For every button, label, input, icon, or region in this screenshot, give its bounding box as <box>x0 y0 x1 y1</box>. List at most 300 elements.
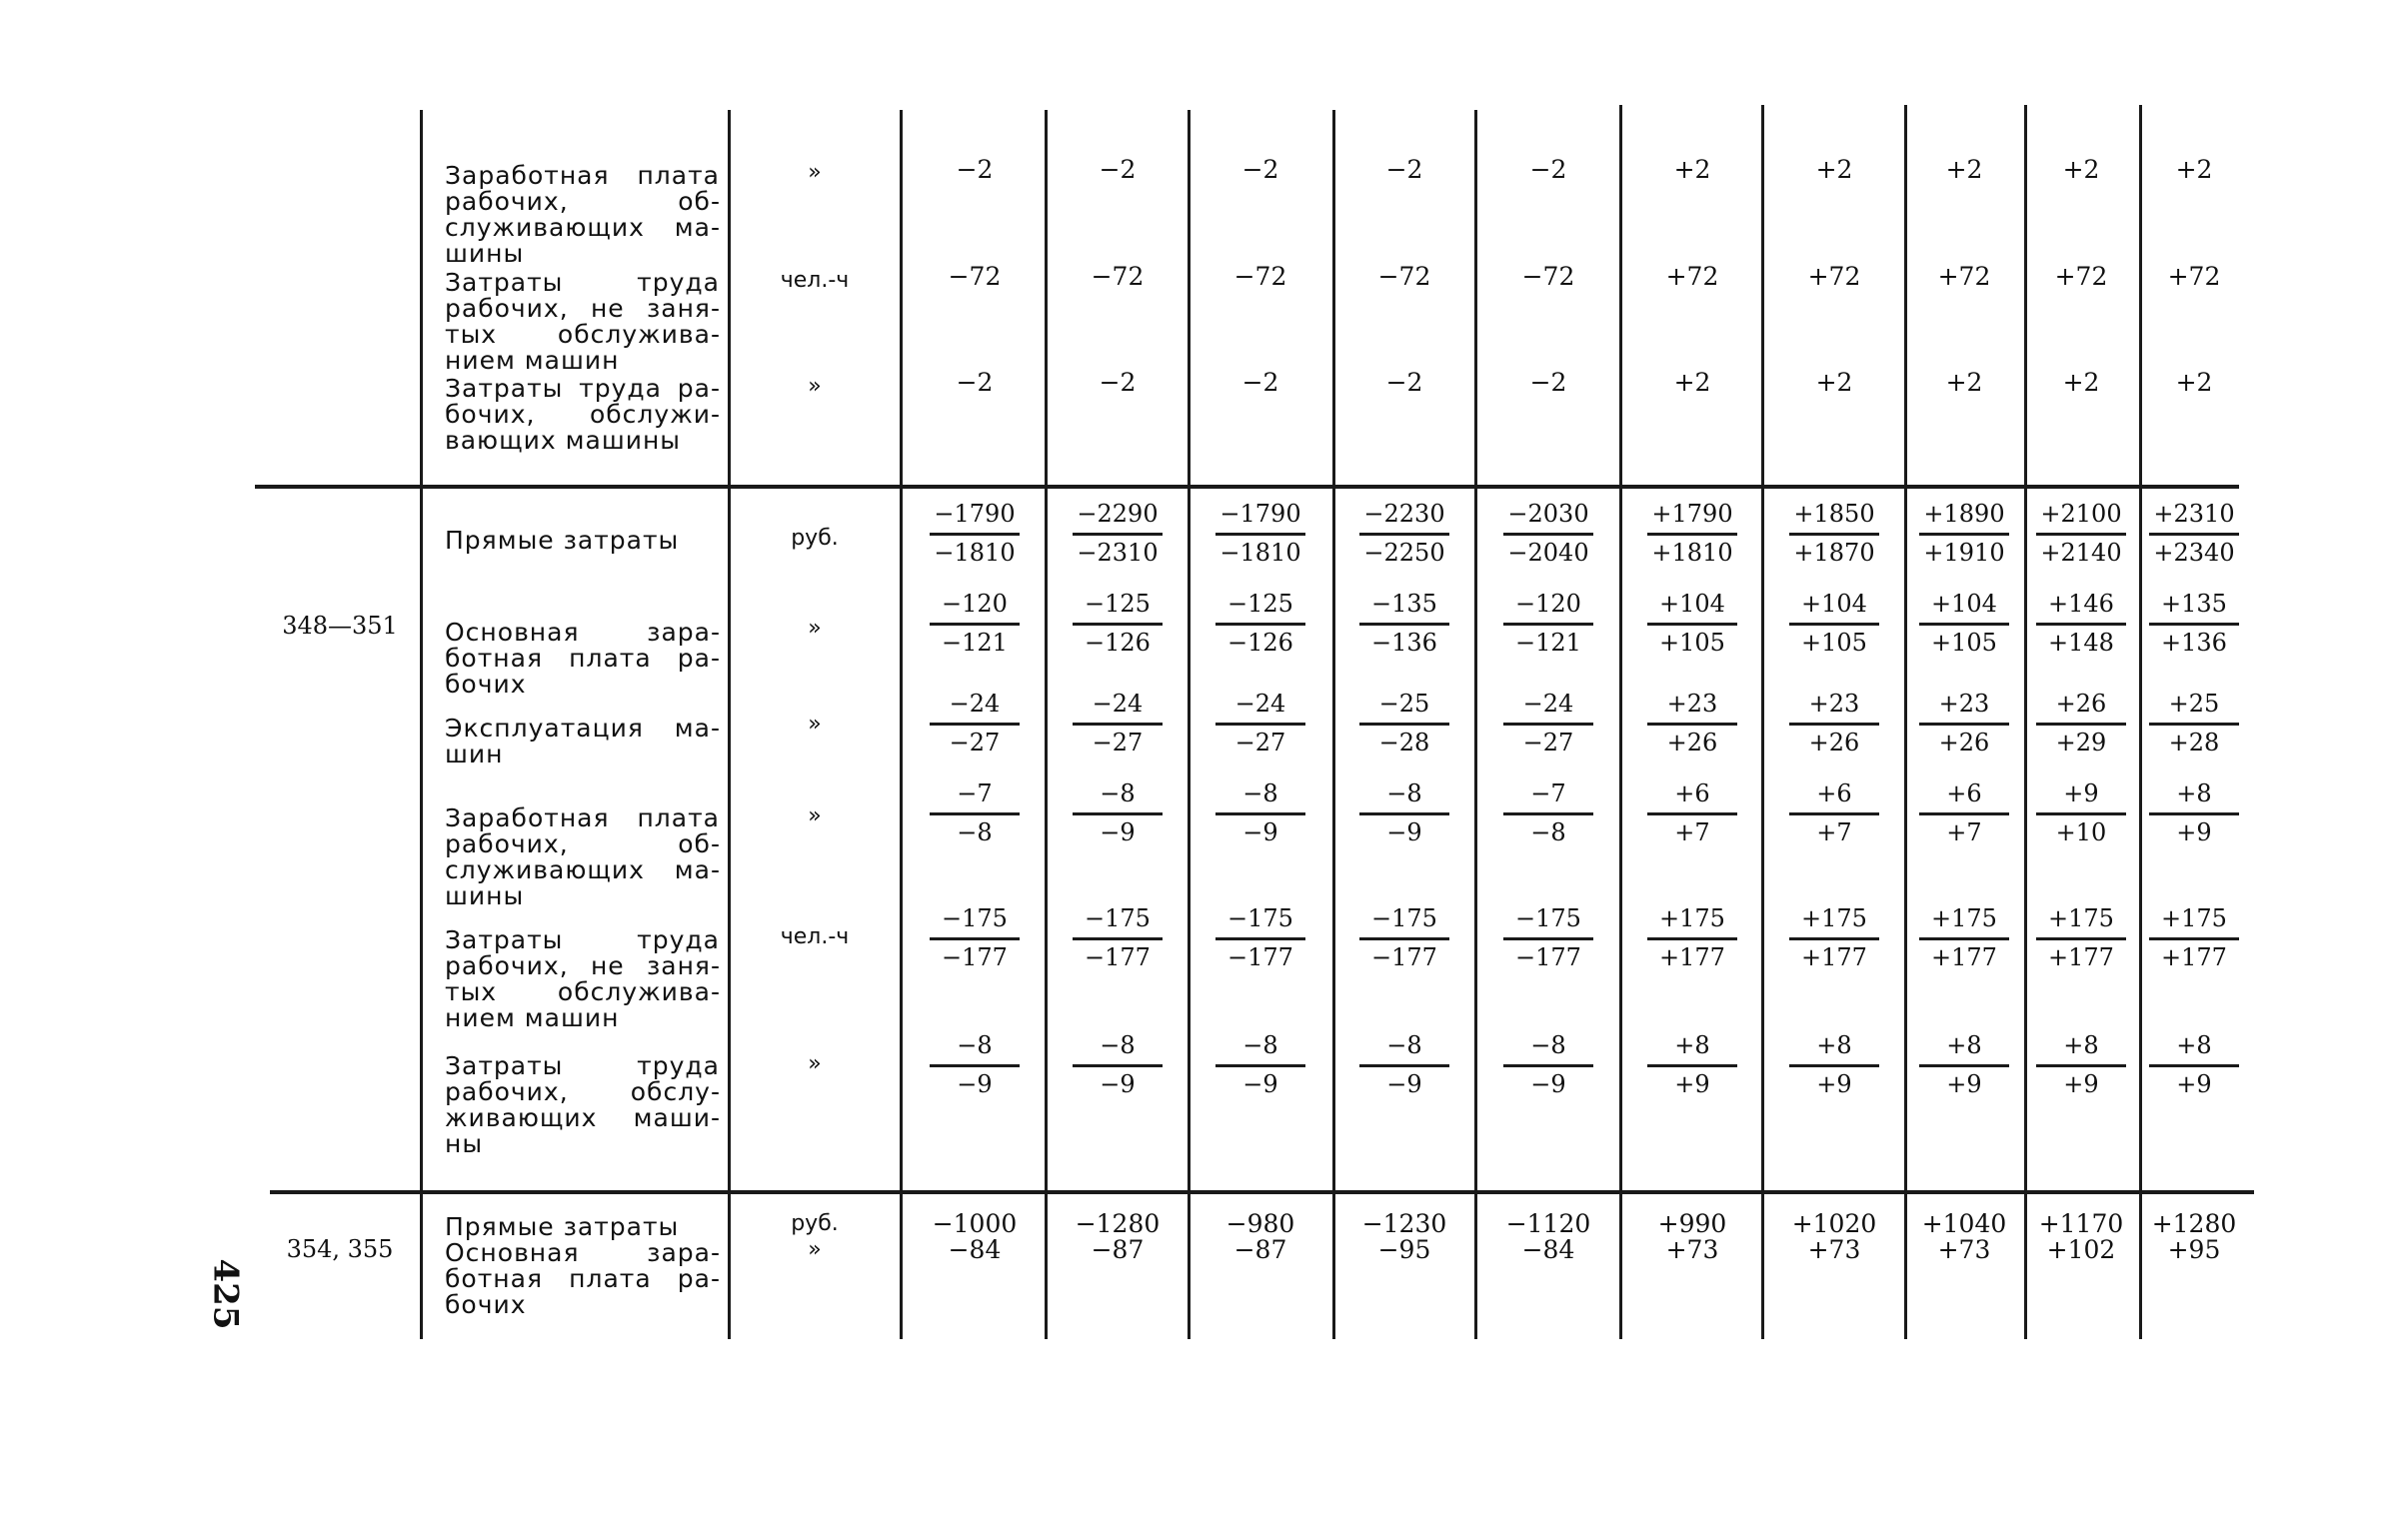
cell: +1020 <box>1791 1209 1877 1238</box>
numerator: +8 <box>2176 1031 2212 1059</box>
row-unit: чел.-ч <box>780 924 850 949</box>
fraction-cell <box>1339 690 1469 757</box>
fraction-cell <box>1627 500 1757 567</box>
fraction-cell <box>1769 779 1899 846</box>
fraction-bar <box>2149 812 2239 815</box>
fraction-cell <box>2016 779 2146 846</box>
page-number: 425 <box>205 1258 246 1330</box>
fraction-bar <box>2149 937 2239 940</box>
cell: +1040 <box>1921 1209 2007 1238</box>
fraction-cell <box>1339 1031 1469 1098</box>
fraction-bar <box>1359 812 1449 815</box>
fraction-bar <box>2149 623 2239 626</box>
denominator: −177 <box>1085 943 1151 971</box>
numerator: +6 <box>1946 779 1982 807</box>
fraction-cell <box>2129 690 2259 757</box>
row-label: Затраты труда рабочих, не занятых обслуживанием машин <box>445 925 720 1032</box>
row-label: Заработная плата рабочих, обслуживающих машины <box>445 161 720 268</box>
numerator: −24 <box>1234 690 1286 718</box>
fraction-bar <box>1215 623 1305 626</box>
numerator: −120 <box>942 590 1008 618</box>
numerator: +8 <box>1674 1031 1710 1059</box>
row-label: Эксплуатация машин <box>445 714 720 769</box>
section-divider-1 <box>255 485 2239 489</box>
numerator: +8 <box>1946 1031 1982 1059</box>
numerator: −24 <box>1092 690 1144 718</box>
fraction-bar <box>2036 723 2126 726</box>
fraction-bar <box>1919 623 2009 626</box>
numerator: −8 <box>1530 1031 1566 1059</box>
fraction-cell <box>1196 779 1325 846</box>
numerator: −1790 <box>1219 500 1301 528</box>
denominator: −177 <box>1227 943 1293 971</box>
fraction-bar <box>1359 623 1449 626</box>
fraction-bar <box>1503 812 1593 815</box>
fraction-bar <box>1919 533 2009 536</box>
numerator: +8 <box>2063 1031 2099 1059</box>
row-label: Затраты труда рабочих, обслуживающих машины <box>445 374 720 455</box>
fraction-cell <box>1769 1031 1899 1098</box>
numerator: −8 <box>1100 1031 1136 1059</box>
cell: +95 <box>2167 1235 2221 1264</box>
fraction-cell <box>1899 500 2029 567</box>
numerator: −175 <box>942 904 1008 932</box>
fraction-cell <box>1627 904 1757 971</box>
cell: +72 <box>1665 262 1719 291</box>
fraction-cell <box>1339 904 1469 971</box>
denominator: +26 <box>1938 729 1990 757</box>
cell: −72 <box>1091 262 1145 291</box>
numerator: −125 <box>1227 590 1293 618</box>
denominator: +1910 <box>1923 539 2005 567</box>
denominator: +105 <box>1659 629 1725 657</box>
numerator: +23 <box>1808 690 1860 718</box>
numerator: −7 <box>1530 779 1566 807</box>
cell: −84 <box>948 1235 1002 1264</box>
numerator: −120 <box>1515 590 1581 618</box>
row-unit: руб. <box>791 526 839 551</box>
numerator: −8 <box>1242 1031 1278 1059</box>
numerator: −8 <box>1386 1031 1422 1059</box>
denominator: +28 <box>2168 729 2220 757</box>
fraction-bar <box>930 812 1020 815</box>
cell: −72 <box>1233 262 1287 291</box>
fraction-bar <box>2036 812 2126 815</box>
denominator: +9 <box>2063 1070 2099 1098</box>
denominator: −28 <box>1378 729 1430 757</box>
numerator: +104 <box>1659 590 1725 618</box>
fraction-bar <box>1073 812 1163 815</box>
fraction-cell <box>1053 1031 1183 1098</box>
fraction-cell <box>1053 690 1183 757</box>
fraction-cell <box>1769 904 1899 971</box>
numerator: +6 <box>1816 779 1852 807</box>
denominator: −136 <box>1371 629 1437 657</box>
fraction-cell <box>2129 500 2259 567</box>
fraction-cell <box>1196 500 1325 567</box>
fraction-bar <box>1359 1064 1449 1067</box>
numerator: +135 <box>2161 590 2227 618</box>
fraction-cell <box>1483 690 1613 757</box>
fraction-bar <box>1503 533 1593 536</box>
numerator: +1890 <box>1923 500 2005 528</box>
cell: +2 <box>1945 155 1983 184</box>
section-code: 348—351 <box>282 612 398 640</box>
denominator: +7 <box>1816 818 1852 846</box>
fraction-bar <box>1919 723 2009 726</box>
denominator: −8 <box>1530 818 1566 846</box>
fraction-cell <box>2016 690 2146 757</box>
numerator: +2100 <box>2040 500 2122 528</box>
numerator: −2290 <box>1077 500 1159 528</box>
numerator: +1790 <box>1651 500 1733 528</box>
fraction-bar <box>1215 723 1305 726</box>
fraction-bar <box>1073 623 1163 626</box>
fraction-bar <box>1503 623 1593 626</box>
fraction-cell <box>1483 1031 1613 1098</box>
fraction-bar <box>1073 723 1163 726</box>
fraction-cell <box>910 779 1040 846</box>
denominator: −177 <box>1371 943 1437 971</box>
fraction-cell <box>1483 779 1613 846</box>
fraction-cell <box>1053 500 1183 567</box>
rule-col-3 <box>1188 110 1191 1339</box>
numerator: −175 <box>1515 904 1581 932</box>
fraction-cell <box>1627 1031 1757 1098</box>
numerator: +6 <box>1674 779 1710 807</box>
cell: −2 <box>1241 155 1279 184</box>
cell: −2 <box>956 155 994 184</box>
denominator: −9 <box>1386 1070 1422 1098</box>
cell: +2 <box>1673 368 1711 397</box>
fraction-cell <box>2129 904 2259 971</box>
fraction-bar <box>1359 937 1449 940</box>
row-unit: » <box>808 616 822 641</box>
fraction-bar <box>1789 533 1879 536</box>
denominator: +1870 <box>1793 539 1875 567</box>
numerator: −1790 <box>934 500 1016 528</box>
fraction-bar <box>1215 812 1305 815</box>
fraction-bar <box>1073 533 1163 536</box>
fraction-cell <box>910 590 1040 657</box>
cell: +73 <box>1665 1235 1719 1264</box>
denominator: +2340 <box>2153 539 2235 567</box>
fraction-bar <box>2036 623 2126 626</box>
fraction-cell <box>1196 590 1325 657</box>
numerator: +175 <box>1931 904 1997 932</box>
denominator: −8 <box>957 818 993 846</box>
denominator: −9 <box>1100 1070 1136 1098</box>
denominator: −2040 <box>1507 539 1589 567</box>
denominator: +177 <box>1931 943 1997 971</box>
fraction-cell <box>2016 500 2146 567</box>
rule-col-1 <box>900 110 903 1339</box>
denominator: +2140 <box>2040 539 2122 567</box>
numerator: +104 <box>1801 590 1867 618</box>
row-unit: » <box>808 803 822 828</box>
row-label: Затраты труда рабочих, обслуживающих машины <box>445 1051 720 1158</box>
fraction-bar <box>2036 937 2126 940</box>
fraction-cell <box>2129 779 2259 846</box>
fraction-bar <box>1789 723 1879 726</box>
fraction-bar <box>930 1064 1020 1067</box>
fraction-bar <box>1647 812 1737 815</box>
denominator: +9 <box>2176 1070 2212 1098</box>
denominator: −9 <box>1100 818 1136 846</box>
cell: +1170 <box>2038 1209 2124 1238</box>
denominator: +9 <box>1816 1070 1852 1098</box>
numerator: +26 <box>2055 690 2107 718</box>
fraction-cell <box>1899 779 2029 846</box>
fraction-cell <box>1769 590 1899 657</box>
cell: +2 <box>2062 155 2100 184</box>
row-unit: чел.-ч <box>780 268 850 293</box>
cell: +2 <box>2175 368 2213 397</box>
cell: +72 <box>1807 262 1861 291</box>
fraction-bar <box>930 533 1020 536</box>
cell: −72 <box>1377 262 1431 291</box>
numerator: +175 <box>1659 904 1725 932</box>
denominator: +10 <box>2055 818 2107 846</box>
rule-col-7 <box>1761 105 1764 1339</box>
denominator: −9 <box>1386 818 1422 846</box>
fraction-cell <box>2016 904 2146 971</box>
row-unit: » <box>808 712 822 737</box>
numerator: −175 <box>1227 904 1293 932</box>
fraction-cell <box>910 1031 1040 1098</box>
fraction-bar <box>1647 723 1737 726</box>
rule-label-left <box>420 110 423 1339</box>
cell: −2 <box>1385 368 1423 397</box>
fraction-cell <box>1627 690 1757 757</box>
row-unit: » <box>808 1237 822 1262</box>
fraction-cell <box>1053 590 1183 657</box>
numerator: +146 <box>2048 590 2114 618</box>
fraction-cell <box>1627 590 1757 657</box>
denominator: +9 <box>2176 818 2212 846</box>
fraction-cell <box>1339 590 1469 657</box>
cell: −1230 <box>1361 1209 1447 1238</box>
denominator: +177 <box>1801 943 1867 971</box>
fraction-bar <box>1503 937 1593 940</box>
fraction-bar <box>2149 723 2239 726</box>
fraction-bar <box>1503 723 1593 726</box>
denominator: +105 <box>1931 629 1997 657</box>
numerator: +25 <box>2168 690 2220 718</box>
cell: −980 <box>1225 1209 1295 1238</box>
cell: +990 <box>1657 1209 1727 1238</box>
cell: +2 <box>1673 155 1711 184</box>
fraction-cell <box>2016 590 2146 657</box>
fraction-bar <box>2149 533 2239 536</box>
numerator: −8 <box>1386 779 1422 807</box>
row-unit: » <box>808 374 822 399</box>
fraction-bar <box>1919 812 2009 815</box>
cell: −87 <box>1091 1235 1145 1264</box>
denominator: +177 <box>1659 943 1725 971</box>
denominator: +177 <box>2048 943 2114 971</box>
fraction-cell <box>1899 690 2029 757</box>
fraction-cell <box>1899 1031 2029 1098</box>
cell: −2 <box>1099 368 1137 397</box>
denominator: −9 <box>1530 1070 1566 1098</box>
cell: −2 <box>1099 155 1137 184</box>
row-unit: » <box>808 160 822 185</box>
fraction-bar <box>930 623 1020 626</box>
denominator: +9 <box>1674 1070 1710 1098</box>
cell: +73 <box>1937 1235 1991 1264</box>
numerator: −2030 <box>1507 500 1589 528</box>
denominator: −177 <box>942 943 1008 971</box>
cell: +2 <box>2175 155 2213 184</box>
cell: −87 <box>1233 1235 1287 1264</box>
denominator: +105 <box>1801 629 1867 657</box>
fraction-bar <box>1503 1064 1593 1067</box>
rule-col-6 <box>1619 105 1622 1339</box>
rule-col-2 <box>1045 110 1048 1339</box>
numerator: +8 <box>1816 1031 1852 1059</box>
cell: −84 <box>1521 1235 1575 1264</box>
fraction-cell <box>910 904 1040 971</box>
numerator: +2310 <box>2153 500 2235 528</box>
fraction-cell <box>1196 1031 1325 1098</box>
numerator: −135 <box>1371 590 1437 618</box>
denominator: −177 <box>1515 943 1581 971</box>
rule-col-5 <box>1474 110 1477 1339</box>
numerator: −2230 <box>1363 500 1445 528</box>
numerator: −8 <box>957 1031 993 1059</box>
fraction-bar <box>1789 1064 1879 1067</box>
numerator: +1850 <box>1793 500 1875 528</box>
numerator: +23 <box>1666 690 1718 718</box>
fraction-cell <box>1769 690 1899 757</box>
cell: +72 <box>2054 262 2108 291</box>
row-label: Прямые затраты <box>445 1212 680 1241</box>
numerator: −8 <box>1242 779 1278 807</box>
cell: +2 <box>2062 368 2100 397</box>
numerator: −24 <box>1522 690 1574 718</box>
fraction-cell <box>1053 904 1183 971</box>
fraction-bar <box>1789 623 1879 626</box>
numerator: −175 <box>1085 904 1151 932</box>
numerator: +175 <box>2161 904 2227 932</box>
fraction-bar <box>1647 937 1737 940</box>
fraction-bar <box>1647 533 1737 536</box>
numerator: −175 <box>1371 904 1437 932</box>
denominator: −9 <box>957 1070 993 1098</box>
rule-unit-left <box>728 110 731 1339</box>
row-label: Прямые затраты <box>445 526 680 555</box>
denominator: +26 <box>1808 729 1860 757</box>
fraction-cell <box>2129 590 2259 657</box>
fraction-cell <box>1627 779 1757 846</box>
fraction-bar <box>930 723 1020 726</box>
denominator: −126 <box>1227 629 1293 657</box>
fraction-cell <box>1196 690 1325 757</box>
fraction-bar <box>1359 533 1449 536</box>
denominator: +26 <box>1666 729 1718 757</box>
fraction-bar <box>1919 937 2009 940</box>
denominator: +148 <box>2048 629 2114 657</box>
fraction-bar <box>1647 623 1737 626</box>
fraction-cell <box>910 690 1040 757</box>
numerator: −7 <box>957 779 993 807</box>
denominator: −27 <box>1092 729 1144 757</box>
fraction-cell <box>1339 500 1469 567</box>
fraction-cell <box>910 500 1040 567</box>
fraction-bar <box>1215 1064 1305 1067</box>
cell: −1000 <box>932 1209 1018 1238</box>
cell: −2 <box>1385 155 1423 184</box>
denominator: +7 <box>1946 818 1982 846</box>
denominator: −9 <box>1242 1070 1278 1098</box>
cell: +1280 <box>2151 1209 2237 1238</box>
cell: +102 <box>2046 1235 2116 1264</box>
cell: −2 <box>1529 368 1567 397</box>
fraction-bar <box>1359 723 1449 726</box>
numerator: −25 <box>1378 690 1430 718</box>
row-label: Затраты труда рабочих, не занятых обслуживанием машин <box>445 268 720 375</box>
row-unit: руб. <box>791 1211 839 1236</box>
fraction-cell <box>1899 904 2029 971</box>
fraction-bar <box>2036 533 2126 536</box>
fraction-cell <box>1196 904 1325 971</box>
denominator: −9 <box>1242 818 1278 846</box>
section-code: 354, 355 <box>286 1235 394 1263</box>
denominator: −2310 <box>1077 539 1159 567</box>
fraction-bar <box>2149 1064 2239 1067</box>
row-label: Основная заработная плата рабочих <box>445 1238 720 1319</box>
fraction-cell <box>1483 500 1613 567</box>
cell: −2 <box>1529 155 1567 184</box>
cell: +2 <box>1815 368 1853 397</box>
cell: −72 <box>1521 262 1575 291</box>
row-label: Основная заработная плата рабочих <box>445 618 720 699</box>
numerator: −8 <box>1100 779 1136 807</box>
cell: −2 <box>1241 368 1279 397</box>
denominator: −27 <box>1522 729 1574 757</box>
fraction-bar <box>1073 1064 1163 1067</box>
denominator: −27 <box>949 729 1001 757</box>
fraction-bar <box>2036 1064 2126 1067</box>
fraction-bar <box>1215 937 1305 940</box>
denominator: +1810 <box>1651 539 1733 567</box>
fraction-cell <box>2129 1031 2259 1098</box>
denominator: +29 <box>2055 729 2107 757</box>
denominator: +136 <box>2161 629 2227 657</box>
denominator: −1810 <box>934 539 1016 567</box>
numerator: +23 <box>1938 690 1990 718</box>
fraction-bar <box>1919 1064 2009 1067</box>
cell: −95 <box>1377 1235 1431 1264</box>
denominator: −2250 <box>1363 539 1445 567</box>
numerator: +8 <box>2176 779 2212 807</box>
numerator: −24 <box>949 690 1001 718</box>
cell: +2 <box>1945 368 1983 397</box>
rule-col-4 <box>1332 110 1335 1339</box>
fraction-bar <box>1789 812 1879 815</box>
section-divider-2 <box>270 1190 2254 1194</box>
fraction-bar <box>930 937 1020 940</box>
row-label: Заработная плата рабочих, обслуживающих машины <box>445 803 720 910</box>
fraction-bar <box>1647 1064 1737 1067</box>
fraction-cell <box>1769 500 1899 567</box>
fraction-cell <box>1483 904 1613 971</box>
numerator: +175 <box>1801 904 1867 932</box>
fraction-cell <box>1899 590 2029 657</box>
denominator: −27 <box>1234 729 1286 757</box>
cell: −1280 <box>1075 1209 1161 1238</box>
